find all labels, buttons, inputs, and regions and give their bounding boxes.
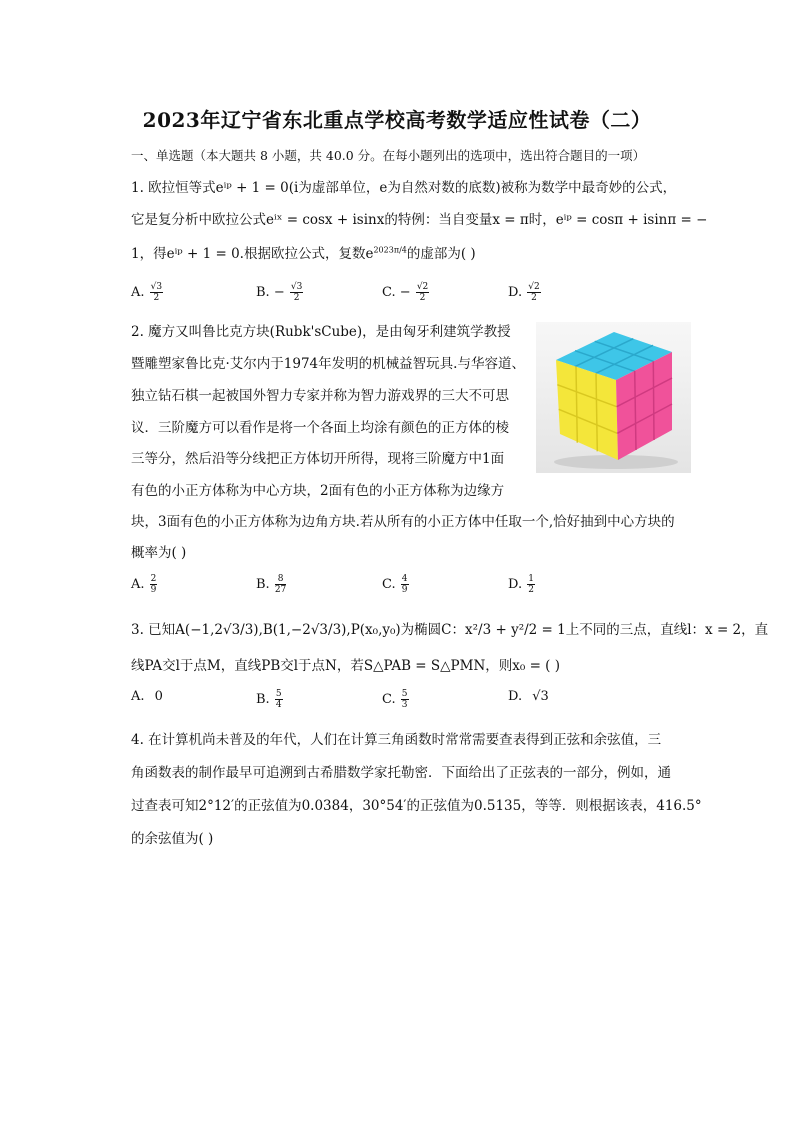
q2-line-3: 独立钻石棋一起被国外智力专家并称为智力游戏界的三大不可思 <box>131 388 509 404</box>
option-text: √3 <box>532 689 549 704</box>
option-fraction <box>527 574 535 595</box>
option-label: B. <box>256 692 270 707</box>
option-label: A. <box>131 285 145 300</box>
q2-option-b[interactable] <box>256 574 287 595</box>
option-fraction <box>401 574 409 595</box>
fraction-numerator: √3 <box>290 282 303 292</box>
option-fraction <box>150 574 158 595</box>
q2-line-1: 2. 魔方又叫鲁比克方块(Rubk'sCube)，是由匈牙利建筑学教授 <box>131 324 511 340</box>
fraction-numerator: 8 <box>275 574 286 585</box>
option-label: C. <box>382 285 396 300</box>
q1-line-3b: 的虚部为( ) <box>406 246 476 262</box>
fraction-denominator: 2 <box>153 293 160 303</box>
fraction-numerator: 2 <box>150 574 157 584</box>
q1-option-c[interactable] <box>382 282 430 303</box>
option-fraction <box>416 282 429 303</box>
q4-line-1: 4. 在计算机尚未普及的年代，人们在计算三角函数时常常需要查表得到正弦和余弦值，三 <box>131 732 662 748</box>
q1-line-3 <box>131 242 476 262</box>
q2-option-a[interactable] <box>131 574 158 595</box>
option-label: D. <box>508 689 523 704</box>
q2-option-c[interactable] <box>382 574 410 595</box>
option-label: A. <box>131 577 145 592</box>
option-label: B. <box>256 577 270 592</box>
option-fraction <box>150 282 163 303</box>
fraction-denominator: 2 <box>419 293 426 303</box>
q3-option-a[interactable] <box>131 689 163 704</box>
fraction-numerator: 4 <box>401 574 408 584</box>
q4-line-4: 的余弦值为( ) <box>131 831 214 847</box>
fraction-numerator: 1 <box>528 574 534 584</box>
fraction-numerator: 5 <box>275 689 282 699</box>
q1-option-d[interactable] <box>508 282 542 303</box>
option-fraction <box>275 689 283 710</box>
fraction-denominator: 2 <box>528 585 534 595</box>
q3-option-c[interactable] <box>382 689 410 710</box>
fraction-denominator: 4 <box>275 700 282 710</box>
q2-line-8: 概率为( ) <box>131 545 187 561</box>
option-label: A. <box>131 689 145 704</box>
option-label: C. <box>382 577 396 592</box>
option-fraction <box>527 282 540 303</box>
fraction-denominator: 9 <box>401 585 408 595</box>
fraction-numerator: √2 <box>416 282 429 292</box>
q2-line-2: 暨雕塑家鲁比克·艾尔内于1974年发明的机械益智玩具.与华容道、 <box>131 356 525 372</box>
q1-line-2: 它是复分析中欧拉公式eⁱˣ = cosx + isinx的特例：当自变量x = π时，eⁱᵖ = cosπ + isinπ = − <box>131 212 708 228</box>
fraction-denominator: 2 <box>293 293 300 303</box>
fraction-denominator: 27 <box>274 585 287 595</box>
fraction-numerator: 5 <box>401 689 408 699</box>
q3-line-2: 线PA交l于点M，直线PB交l于点N，若S△PAB = S△PMN，则x₀ = ( ) <box>131 658 561 674</box>
option-text: 0 <box>154 689 163 704</box>
q1-exponent: 2023π/4 <box>373 245 407 255</box>
option-label: D. <box>508 577 523 592</box>
q1-option-a[interactable] <box>131 282 164 303</box>
q1-line-1: 1. 欧拉恒等式eⁱᵖ + 1 = 0(i为虚部单位，e为自然对数的底数)被称为数学中最奇妙的公式， <box>131 180 677 196</box>
q4-line-2: 角函数表的制作最早可追溯到古希腊数学家托勒密．下面给出了正弦表的一部分，例如，通 <box>131 765 671 781</box>
q2-line-4: 议．三阶魔方可以看作是将一个各面上均涂有颜色的正方体的棱 <box>131 420 509 436</box>
option-label: B. <box>256 285 270 300</box>
rubiks-cube-icon <box>536 322 691 473</box>
q2-line-5: 三等分，然后沿等分线把正方体切开所得，现将三阶魔方中1面 <box>131 451 505 467</box>
q2-line-7: 块，3面有色的小正方体称为边角方块.若从所有的小正方体中任取一个,恰好抽到中心方块的 <box>131 514 675 530</box>
option-fraction <box>290 282 303 303</box>
q3-option-d[interactable] <box>508 689 549 704</box>
page-title: 2023年辽宁省东北重点学校高考数学适应性试卷（二） <box>142 108 652 132</box>
q2-option-d[interactable] <box>508 574 536 595</box>
fraction-numerator: √3 <box>150 282 163 292</box>
fraction-denominator: 3 <box>401 700 408 710</box>
rubiks-cube-image <box>536 322 691 473</box>
q3-option-b[interactable] <box>256 689 284 710</box>
q1-line-3a: 1，得eⁱᵖ + 1 = 0.根据欧拉公式，复数e <box>131 246 374 262</box>
q4-line-3: 过查表可知2°12′的正弦值为0.0384，30°54′的正弦值为0.5135，等等．则根据该表，416.5° <box>131 798 702 814</box>
q1-option-b[interactable] <box>256 282 304 303</box>
fraction-denominator: 2 <box>531 293 537 303</box>
section-heading: 一、单选题（本大题共 8 小题，共 40.0 分。在每小题列出的选项中，选出符合题目的一项） <box>131 148 646 163</box>
option-sign: − <box>273 285 285 300</box>
option-label: D. <box>508 285 523 300</box>
fraction-numerator: √2 <box>528 282 540 292</box>
option-fraction <box>401 689 409 710</box>
option-fraction <box>275 574 286 595</box>
q3-line-1: 3. 已知A(−1,2√3/3),B(1,−2√3/3),P(x₀,y₀)为椭圆C：x²/3 + y²/2 = 1上不同的三点，直线l：x = 2，直 <box>131 622 769 638</box>
fraction-denominator: 9 <box>150 585 157 595</box>
option-label: C. <box>382 692 396 707</box>
q2-line-6: 有色的小正方体称为中心方块，2面有色的小正方体称为边缘方 <box>131 483 505 499</box>
option-sign: − <box>399 285 411 300</box>
